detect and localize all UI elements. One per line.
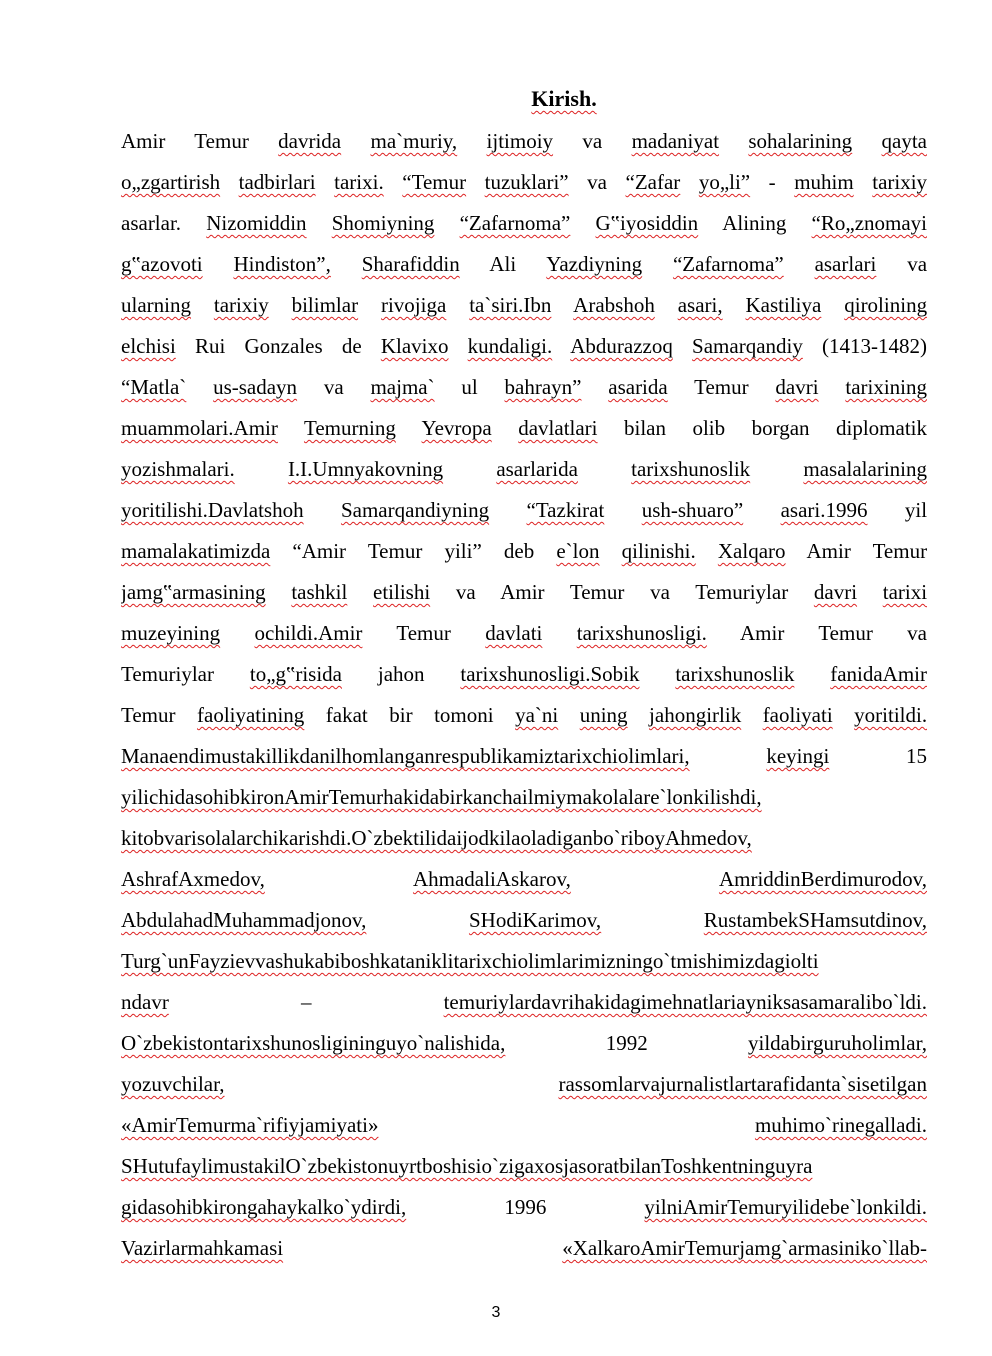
text-line: “Matla` us-sadayn va majma` ul bahrayn” asarida Temur davri tarixining <box>121 375 927 399</box>
text-line: jamg‟armasining tashkil etilishi va Amir Temur va Temuriylar davri tarixi <box>121 580 927 604</box>
text-line: Amir Temur davrida ma`muriy, ijtimoiy va madaniyat sohalarining qayta <box>121 129 927 153</box>
text-line: muammolari.Amir Temurning Yevropa davlatlari bilan olib borgan diplomatik <box>121 416 927 440</box>
text-line: asarlar. Nizomiddin Shomiyning “Zafarnoma” G‟iyosiddin Alining “Ro„znomayi <box>121 211 927 235</box>
text-line: gidasohibkirongahaykalko`ydirdi, 1996 yilniAmirTemuryilidebe`lonkildi. <box>121 1195 927 1219</box>
text-line: «AmirTemurma`rifiyjamiyati» muhimo`rinegalladi. <box>121 1113 927 1137</box>
text-line: Temuriylar to„g‟risida jahon tarixshunosligi.Sobik tarixshunoslik fanidaAmir <box>121 662 927 686</box>
text-line: AbdulahadMuhammadjonov, SHodiKarimov, RustambekSHamsutdinov, <box>121 908 927 932</box>
text-line: Manaendimustakillikdanilhomlanganrespublikamiztarixchiolimlari, keyingi 15 <box>121 744 927 768</box>
text-line: O`zbekistontarixshunosligininguyo`nalishida, 1992 yildabirguruholimlar, <box>121 1031 927 1055</box>
text-line: o„zgartirish tadbirlari tarixi. “Temur tuzuklari” va “Zafar yo„li” - muhim tarixiy <box>121 170 927 194</box>
text-line: Temur faoliyatining fakat bir tomoni ya`ni uning jahongirlik faoliyati yoritildi. <box>121 703 927 727</box>
text-line: yozuvchilar, rassomlarvajurnalistlartarafidanta`sisetilgan <box>121 1072 927 1096</box>
text-line: SHutufaylimustakilO`zbekistonuyrtboshisio`zigaxosjasoratbilanToshkentninguyra <box>121 1154 813 1178</box>
text-line: g‟azovoti Hindiston”, Sharafiddin Ali Yazdiyning “Zafarnoma” asarlari va <box>121 252 927 276</box>
text-line: yoritilishi.Davlatshoh Samarqandiyning “Tazkirat ush-shuaro” asari.1996 yil <box>121 498 927 522</box>
page-title: Kirish. <box>531 86 597 111</box>
text-line: muzeyining ochildi.Amir Temur davlati tarixshunosligi. Amir Temur va <box>121 621 927 645</box>
body-text <box>121 121 927 1269</box>
page-number: 3 <box>491 1304 501 1321</box>
text-line: ularning tarixiy bilimlar rivojiga ta`siri.Ibn Arabshoh asari, Kastiliya qirolining <box>121 293 927 317</box>
text-line: Vazirlarmahkamasi «XalkaroAmirTemurjamg`armasiniko`llab- <box>121 1236 927 1260</box>
text-line: mamalakatimizda “Amir Temur yili” deb e`lon qilinishi. Xalqaro Amir Temur <box>121 539 927 563</box>
text-line: Turg`unFayzievvashukabiboshkataniklitarixchiolimlarimizningo`tmishimizdagiolti <box>121 949 819 973</box>
text-line: elchisi Rui Gonzales de Klavixo kundaligi. Abdurazzoq Samarqandiy (1413-1482) <box>121 334 927 358</box>
text-line: kitobvarisolalarchikarishdi.O`zbektilidaijodkilaoladiganbo`riboyAhmedov, <box>121 826 752 850</box>
text-line: AshrafAxmedov, AhmadaliAskarov, AmriddinBerdimurodov, <box>121 867 927 891</box>
text-line: ndavr – temuriylardavrihakidagimehnatlariayniksasamaralibo`ldi. <box>121 990 927 1014</box>
text-line: yilichidasohibkironAmirTemurhakidabirkanchailmiymakolalare`lonkilishdi, <box>121 785 762 809</box>
text-line: yozishmalari. I.I.Umnyakovning asarlarida tarixshunoslik masalalarining <box>121 457 927 481</box>
